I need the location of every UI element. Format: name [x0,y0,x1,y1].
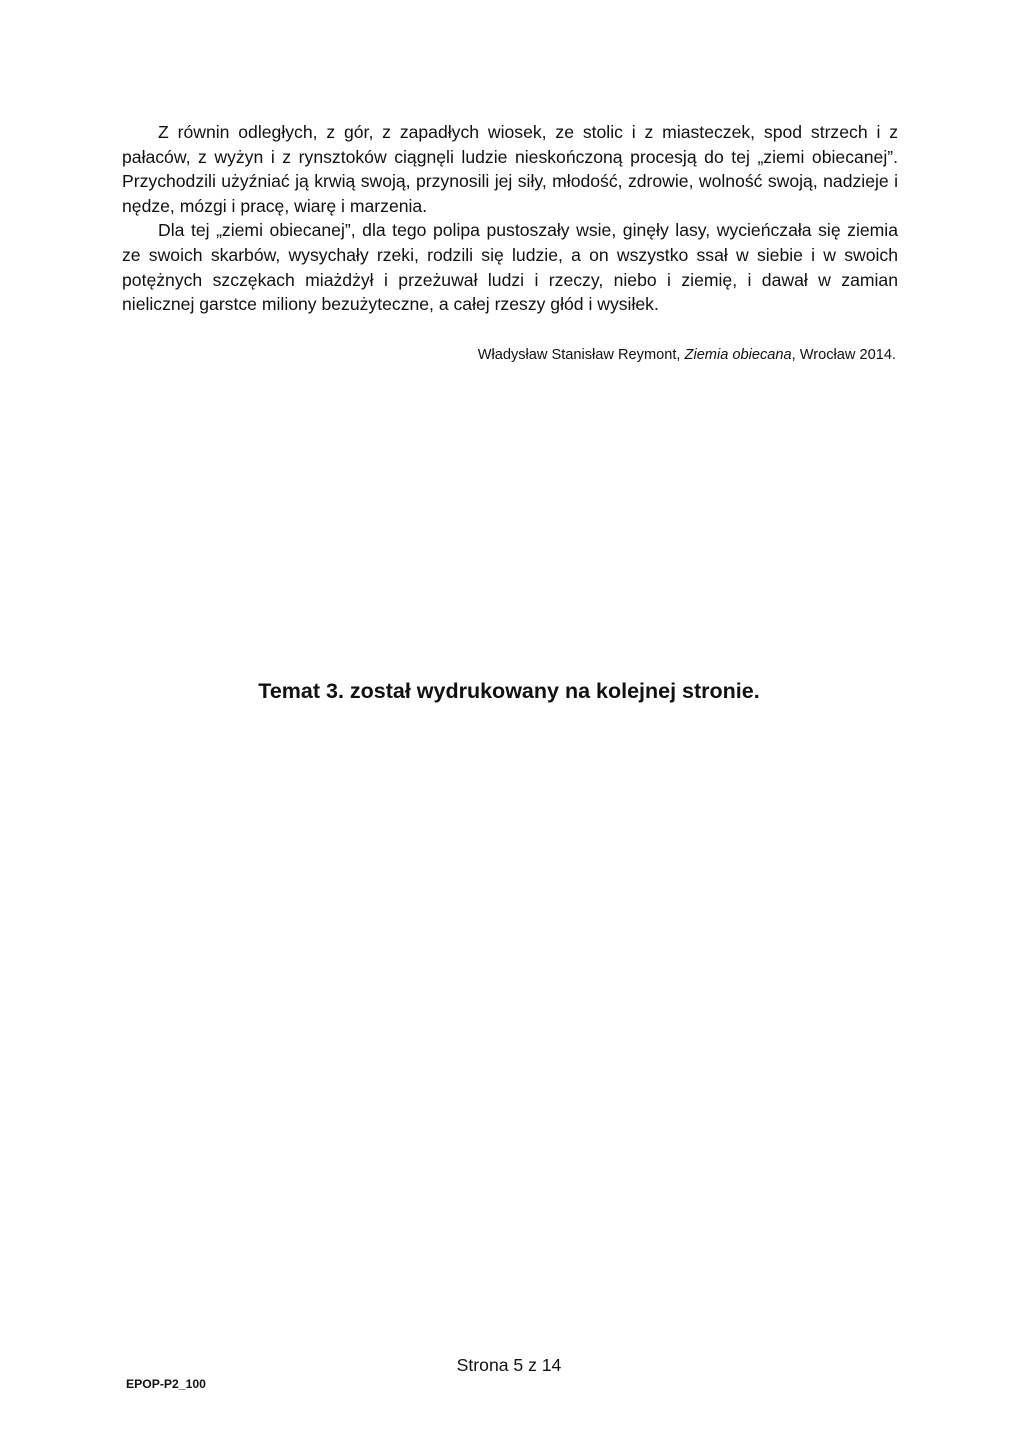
citation-title: Ziemia obiecana [684,347,792,363]
excerpt-paragraph-1: Z równin odległych, z gór, z zapadłych wiosek, ze stolic i z miasteczek, spod strzech i z pałaców, z wyżyn i z rynsztoków ciągnęli ludzie nieskończoną procesją do tej „ziemi obiecanej”. Przychodzili użyźniać ją krwią swoją, przynosili jej siły, młodość, zdrowie, wolność swoją, nadzieje i nędze, mózgi i pracę, wiarę i marzenia. [122,122,898,216]
source-citation [122,346,896,364]
page-number: Strona 5 z 14 [456,1355,562,1375]
citation-author: Władysław Stanisław Reymont, [477,347,685,363]
next-page-notice: Temat 3. został wydrukowany na kolejnej stronie. [258,679,760,703]
document-code: EPOP-P2_100 [126,1377,206,1391]
excerpt-paragraph-2: Dla tej „ziemi obiecanej”, dla tego polipa pustoszały wsie, ginęły lasy, wycieńczała się ziemia ze swoich skarbów, wysychały rzeki, rodzili się ludzie, a on wszystko ssał w siebie i w swoich potężnych szczękach miażdżył i przeżuwał ludzi i rzeczy, niebo i ziemię, i dawał w zamian nielicznej garstce miliony bezużyteczne, a całej rzeszy głód i wysiłek. [122,220,898,315]
citation-place-year: , Wrocław 2014. [791,347,896,363]
literary-excerpt [122,120,898,317]
